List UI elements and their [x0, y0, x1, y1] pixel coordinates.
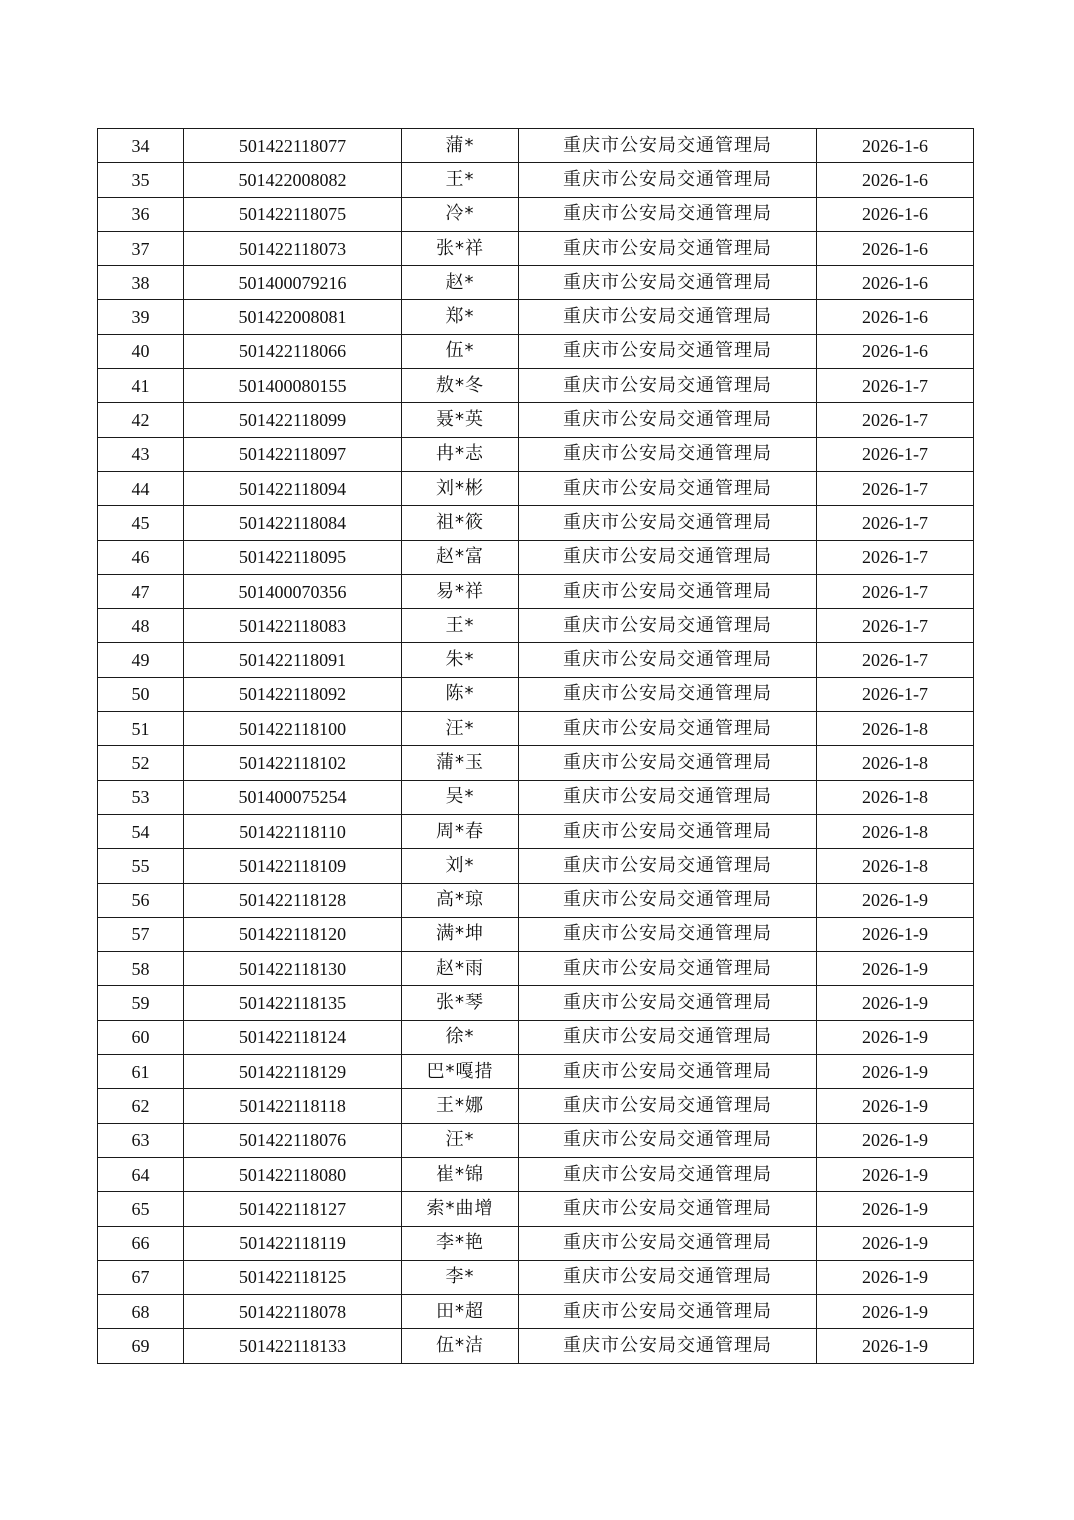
record-id-cell: 501422118128	[184, 883, 402, 917]
date-cell: 2026-1-7	[817, 643, 974, 677]
person-name-cell: 崔*锦	[402, 1157, 519, 1191]
row-number-cell: 45	[98, 506, 184, 540]
row-number-cell: 40	[98, 334, 184, 368]
person-name-cell: 伍*	[402, 334, 519, 368]
row-number-cell: 69	[98, 1329, 184, 1363]
person-name-cell: 易*祥	[402, 574, 519, 608]
row-number-cell: 53	[98, 780, 184, 814]
organization-cell: 重庆市公安局交通管理局	[519, 986, 817, 1020]
row-number-cell: 35	[98, 163, 184, 197]
table-row	[98, 746, 974, 780]
date-cell: 2026-1-8	[817, 814, 974, 848]
person-name-cell: 巴*嘎措	[402, 1055, 519, 1089]
table-row	[98, 334, 974, 368]
person-name-cell: 伍*洁	[402, 1329, 519, 1363]
record-id-cell: 501422118097	[184, 437, 402, 471]
person-name-cell: 陈*	[402, 677, 519, 711]
organization-cell: 重庆市公安局交通管理局	[519, 129, 817, 163]
row-number-cell: 57	[98, 917, 184, 951]
date-cell: 2026-1-7	[817, 369, 974, 403]
date-cell: 2026-1-7	[817, 609, 974, 643]
person-name-cell: 李*	[402, 1260, 519, 1294]
row-number-cell: 42	[98, 403, 184, 437]
organization-cell: 重庆市公安局交通管理局	[519, 1226, 817, 1260]
organization-cell: 重庆市公安局交通管理局	[519, 1020, 817, 1054]
record-id-cell: 501400075254	[184, 780, 402, 814]
record-id-cell: 501422118135	[184, 986, 402, 1020]
row-number-cell: 41	[98, 369, 184, 403]
record-id-cell: 501422118130	[184, 952, 402, 986]
row-number-cell: 38	[98, 266, 184, 300]
date-cell: 2026-1-7	[817, 574, 974, 608]
table-row	[98, 163, 974, 197]
table-row	[98, 986, 974, 1020]
record-id-cell: 501422118100	[184, 712, 402, 746]
date-cell: 2026-1-9	[817, 1329, 974, 1363]
table-row	[98, 1260, 974, 1294]
person-name-cell: 高*琼	[402, 883, 519, 917]
date-cell: 2026-1-8	[817, 712, 974, 746]
date-cell: 2026-1-9	[817, 1226, 974, 1260]
row-number-cell: 64	[98, 1157, 184, 1191]
person-name-cell: 周*春	[402, 814, 519, 848]
date-cell: 2026-1-9	[817, 1192, 974, 1226]
person-name-cell: 郑*	[402, 300, 519, 334]
organization-cell: 重庆市公安局交通管理局	[519, 643, 817, 677]
organization-cell: 重庆市公安局交通管理局	[519, 1123, 817, 1157]
person-name-cell: 刘*	[402, 849, 519, 883]
row-number-cell: 54	[98, 814, 184, 848]
date-cell: 2026-1-7	[817, 471, 974, 505]
person-name-cell: 王*娜	[402, 1089, 519, 1123]
row-number-cell: 66	[98, 1226, 184, 1260]
record-id-cell: 501422118120	[184, 917, 402, 951]
date-cell: 2026-1-8	[817, 780, 974, 814]
table-row	[98, 197, 974, 231]
row-number-cell: 44	[98, 471, 184, 505]
person-name-cell: 聂*英	[402, 403, 519, 437]
date-cell: 2026-1-8	[817, 746, 974, 780]
date-cell: 2026-1-9	[817, 1055, 974, 1089]
row-number-cell: 34	[98, 129, 184, 163]
record-id-cell: 501422008081	[184, 300, 402, 334]
organization-cell: 重庆市公安局交通管理局	[519, 1055, 817, 1089]
organization-cell: 重庆市公安局交通管理局	[519, 780, 817, 814]
organization-cell: 重庆市公安局交通管理局	[519, 677, 817, 711]
row-number-cell: 55	[98, 849, 184, 883]
person-name-cell: 敖*冬	[402, 369, 519, 403]
table-row	[98, 403, 974, 437]
row-number-cell: 48	[98, 609, 184, 643]
person-name-cell: 索*曲增	[402, 1192, 519, 1226]
person-name-cell: 刘*彬	[402, 471, 519, 505]
table-row	[98, 712, 974, 746]
date-cell: 2026-1-6	[817, 266, 974, 300]
organization-cell: 重庆市公安局交通管理局	[519, 300, 817, 334]
organization-cell: 重庆市公安局交通管理局	[519, 574, 817, 608]
organization-cell: 重庆市公安局交通管理局	[519, 849, 817, 883]
roster-table	[97, 128, 974, 1364]
organization-cell: 重庆市公安局交通管理局	[519, 403, 817, 437]
table-row	[98, 506, 974, 540]
date-cell: 2026-1-7	[817, 403, 974, 437]
table-row	[98, 574, 974, 608]
date-cell: 2026-1-7	[817, 506, 974, 540]
date-cell: 2026-1-9	[817, 917, 974, 951]
table-row	[98, 129, 974, 163]
organization-cell: 重庆市公安局交通管理局	[519, 917, 817, 951]
date-cell: 2026-1-9	[817, 1157, 974, 1191]
organization-cell: 重庆市公安局交通管理局	[519, 471, 817, 505]
record-id-cell: 501422118133	[184, 1329, 402, 1363]
row-number-cell: 59	[98, 986, 184, 1020]
organization-cell: 重庆市公安局交通管理局	[519, 231, 817, 265]
row-number-cell: 67	[98, 1260, 184, 1294]
row-number-cell: 37	[98, 231, 184, 265]
date-cell: 2026-1-6	[817, 231, 974, 265]
person-name-cell: 赵*雨	[402, 952, 519, 986]
date-cell: 2026-1-6	[817, 163, 974, 197]
organization-cell: 重庆市公安局交通管理局	[519, 163, 817, 197]
organization-cell: 重庆市公安局交通管理局	[519, 1329, 817, 1363]
date-cell: 2026-1-9	[817, 883, 974, 917]
date-cell: 2026-1-9	[817, 986, 974, 1020]
person-name-cell: 张*祥	[402, 231, 519, 265]
organization-cell: 重庆市公安局交通管理局	[519, 1192, 817, 1226]
record-id-cell: 501400079216	[184, 266, 402, 300]
person-name-cell: 徐*	[402, 1020, 519, 1054]
record-id-cell: 501422008082	[184, 163, 402, 197]
record-id-cell: 501422118109	[184, 849, 402, 883]
person-name-cell: 田*超	[402, 1295, 519, 1329]
person-name-cell: 蒲*玉	[402, 746, 519, 780]
record-id-cell: 501422118102	[184, 746, 402, 780]
table-row	[98, 677, 974, 711]
person-name-cell: 王*	[402, 609, 519, 643]
table-row	[98, 437, 974, 471]
organization-cell: 重庆市公安局交通管理局	[519, 197, 817, 231]
date-cell: 2026-1-9	[817, 952, 974, 986]
organization-cell: 重庆市公安局交通管理局	[519, 746, 817, 780]
person-name-cell: 赵*	[402, 266, 519, 300]
table-row	[98, 540, 974, 574]
table-row	[98, 780, 974, 814]
table-row	[98, 266, 974, 300]
table-row	[98, 952, 974, 986]
record-id-cell: 501422118091	[184, 643, 402, 677]
organization-cell: 重庆市公安局交通管理局	[519, 1089, 817, 1123]
person-name-cell: 冉*志	[402, 437, 519, 471]
organization-cell: 重庆市公安局交通管理局	[519, 883, 817, 917]
row-number-cell: 49	[98, 643, 184, 677]
row-number-cell: 61	[98, 1055, 184, 1089]
table-row	[98, 643, 974, 677]
table-row	[98, 1226, 974, 1260]
table-row	[98, 471, 974, 505]
table-row	[98, 1020, 974, 1054]
table-row	[98, 1192, 974, 1226]
record-id-cell: 501400080155	[184, 369, 402, 403]
table-row	[98, 1123, 974, 1157]
record-id-cell: 501422118094	[184, 471, 402, 505]
table-row	[98, 814, 974, 848]
row-number-cell: 68	[98, 1295, 184, 1329]
person-name-cell: 朱*	[402, 643, 519, 677]
row-number-cell: 47	[98, 574, 184, 608]
person-name-cell: 李*艳	[402, 1226, 519, 1260]
table-row	[98, 1329, 974, 1363]
record-id-cell: 501422118119	[184, 1226, 402, 1260]
table-row	[98, 1089, 974, 1123]
row-number-cell: 56	[98, 883, 184, 917]
row-number-cell: 63	[98, 1123, 184, 1157]
row-number-cell: 43	[98, 437, 184, 471]
row-number-cell: 62	[98, 1089, 184, 1123]
table-row	[98, 883, 974, 917]
date-cell: 2026-1-9	[817, 1295, 974, 1329]
date-cell: 2026-1-6	[817, 334, 974, 368]
date-cell: 2026-1-9	[817, 1020, 974, 1054]
record-id-cell: 501422118073	[184, 231, 402, 265]
person-name-cell: 冷*	[402, 197, 519, 231]
organization-cell: 重庆市公安局交通管理局	[519, 609, 817, 643]
row-number-cell: 46	[98, 540, 184, 574]
organization-cell: 重庆市公安局交通管理局	[519, 266, 817, 300]
roster-table-body	[98, 129, 974, 1364]
person-name-cell: 汪*	[402, 1123, 519, 1157]
record-id-cell: 501422118080	[184, 1157, 402, 1191]
row-number-cell: 60	[98, 1020, 184, 1054]
row-number-cell: 50	[98, 677, 184, 711]
record-id-cell: 501422118095	[184, 540, 402, 574]
date-cell: 2026-1-7	[817, 437, 974, 471]
record-id-cell: 501422118127	[184, 1192, 402, 1226]
record-id-cell: 501422118110	[184, 814, 402, 848]
row-number-cell: 39	[98, 300, 184, 334]
row-number-cell: 58	[98, 952, 184, 986]
person-name-cell: 赵*富	[402, 540, 519, 574]
record-id-cell: 501422118075	[184, 197, 402, 231]
table-row	[98, 369, 974, 403]
row-number-cell: 65	[98, 1192, 184, 1226]
organization-cell: 重庆市公安局交通管理局	[519, 712, 817, 746]
row-number-cell: 51	[98, 712, 184, 746]
person-name-cell: 王*	[402, 163, 519, 197]
table-row	[98, 609, 974, 643]
table-row	[98, 1055, 974, 1089]
organization-cell: 重庆市公安局交通管理局	[519, 369, 817, 403]
organization-cell: 重庆市公安局交通管理局	[519, 334, 817, 368]
record-id-cell: 501422118125	[184, 1260, 402, 1294]
date-cell: 2026-1-6	[817, 129, 974, 163]
table-row	[98, 300, 974, 334]
organization-cell: 重庆市公安局交通管理局	[519, 506, 817, 540]
record-id-cell: 501422118084	[184, 506, 402, 540]
person-name-cell: 满*坤	[402, 917, 519, 951]
record-id-cell: 501422118129	[184, 1055, 402, 1089]
person-name-cell: 蒲*	[402, 129, 519, 163]
organization-cell: 重庆市公安局交通管理局	[519, 437, 817, 471]
organization-cell: 重庆市公安局交通管理局	[519, 1295, 817, 1329]
table-row	[98, 231, 974, 265]
table-row	[98, 1157, 974, 1191]
date-cell: 2026-1-7	[817, 677, 974, 711]
person-name-cell: 汪*	[402, 712, 519, 746]
table-row	[98, 1295, 974, 1329]
organization-cell: 重庆市公安局交通管理局	[519, 952, 817, 986]
record-id-cell: 501422118077	[184, 129, 402, 163]
date-cell: 2026-1-8	[817, 849, 974, 883]
record-id-cell: 501422118078	[184, 1295, 402, 1329]
record-id-cell: 501422118099	[184, 403, 402, 437]
person-name-cell: 祖*筱	[402, 506, 519, 540]
record-id-cell: 501422118083	[184, 609, 402, 643]
record-id-cell: 501422118124	[184, 1020, 402, 1054]
row-number-cell: 52	[98, 746, 184, 780]
table-row	[98, 849, 974, 883]
organization-cell: 重庆市公安局交通管理局	[519, 1157, 817, 1191]
date-cell: 2026-1-9	[817, 1089, 974, 1123]
person-name-cell: 吴*	[402, 780, 519, 814]
date-cell: 2026-1-9	[817, 1123, 974, 1157]
record-id-cell: 501400070356	[184, 574, 402, 608]
record-id-cell: 501422118066	[184, 334, 402, 368]
date-cell: 2026-1-7	[817, 540, 974, 574]
organization-cell: 重庆市公安局交通管理局	[519, 540, 817, 574]
date-cell: 2026-1-9	[817, 1260, 974, 1294]
organization-cell: 重庆市公安局交通管理局	[519, 814, 817, 848]
record-id-cell: 501422118092	[184, 677, 402, 711]
table-row	[98, 917, 974, 951]
record-id-cell: 501422118118	[184, 1089, 402, 1123]
row-number-cell: 36	[98, 197, 184, 231]
date-cell: 2026-1-6	[817, 300, 974, 334]
organization-cell: 重庆市公安局交通管理局	[519, 1260, 817, 1294]
person-name-cell: 张*琴	[402, 986, 519, 1020]
date-cell: 2026-1-6	[817, 197, 974, 231]
record-id-cell: 501422118076	[184, 1123, 402, 1157]
